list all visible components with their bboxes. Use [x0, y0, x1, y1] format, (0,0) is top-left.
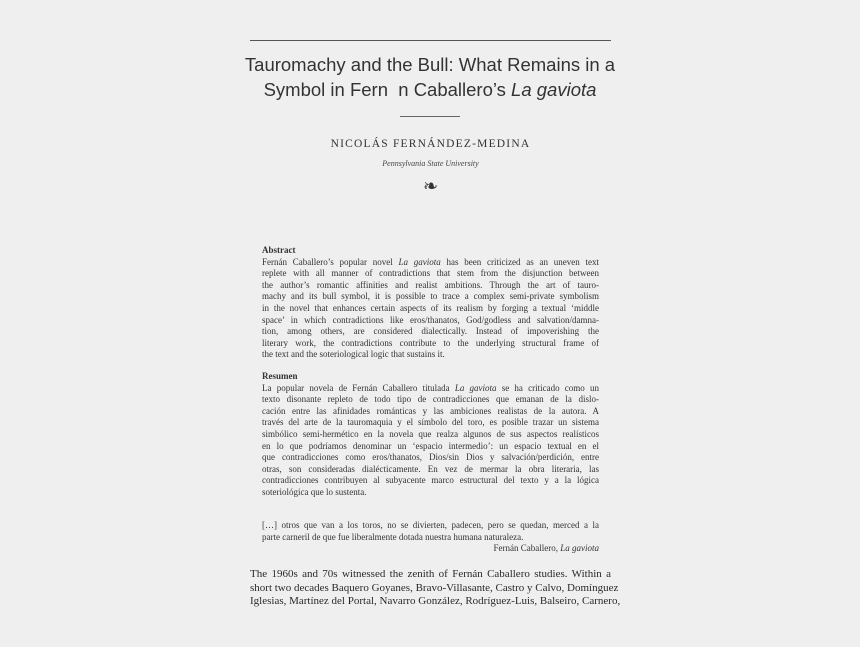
title-novel-name: La gaviota [511, 79, 597, 100]
abstract-line: machy and its bull symbol, it is possible to trace a complex semi-private symbolism [262, 291, 599, 302]
abstract-line: literary work, the contradictions contribute to the underlying structural frame of [262, 337, 599, 348]
abstract-line: space’ in which contradictions like eros/thanatos, God/godless and salvation/damna- [262, 314, 599, 325]
abstract-line [262, 257, 599, 269]
abstract-line-text: Fernán Caballero’s popular novel [262, 256, 399, 267]
top-rule [250, 40, 611, 41]
body-line: Iglesias, Martínez del Portal, Navarro González, Rodríguez-Luis, Balseiro, Carnero, [250, 595, 621, 608]
resumen-line: que contradicciones como eros/thanatos, Dios/sin Dios y salvación/perdición, entre [262, 452, 599, 463]
article-title [230, 52, 630, 102]
abstract-line-text: has been criticized as an uneven text [440, 256, 599, 267]
abstract-line: in the novel that enhances certain aspects of its realism by forging a textual ‘middle [262, 302, 599, 313]
resumen-heading: Resumen [262, 371, 298, 381]
title-divider [400, 116, 460, 117]
resumen-line-text: La popular novela de Fernán Caballero titulada [262, 382, 455, 393]
resumen-line: en lo que podríamos denominar un ‘espacio intermedio’: un espacio textual en el [262, 440, 599, 451]
title-line-2-text: Symbol in Fern n Caballero’s [263, 79, 512, 100]
abstract-novel-name: La gaviota [398, 256, 441, 267]
resumen-line: texto disonante repleto de todo tipo de contradicciones que emanan de la dislo- [262, 394, 599, 405]
resumen-section [262, 371, 599, 499]
resumen-novel-name: La gaviota [454, 382, 497, 393]
resumen-line: otras, son consideradas dialécticamente. En vez de mermar la obra literaria, las [262, 463, 599, 474]
body-line: The 1960s and 70s witnessed the zenith of Fernán Caballero studies. Within a [250, 568, 611, 580]
abstract-line: the text and the soteriological logic that sustains it. [262, 349, 445, 360]
epigraph-source-title: La gaviota [560, 543, 599, 554]
resumen-line: contradicciones contribuyen al subyacente marco estructural del texto y a la lógica [262, 475, 599, 486]
epigraph [262, 520, 599, 555]
resumen-line: soteriológica que lo sustenta. [262, 486, 367, 497]
title-line-2 [230, 77, 630, 102]
epigraph-source-author: Fernán Caballero, [493, 543, 561, 554]
abstract-heading: Abstract [262, 245, 296, 255]
abstract-line: tion, among others, are considered dialectically. Instead of impoverishing the [262, 326, 599, 337]
body-paragraph [250, 568, 621, 609]
epigraph-line: […] otros que van a los toros, no se divierten, padecen, pero se quedan, merced a la [262, 520, 599, 530]
resumen-line-text: se ha criticado como un [496, 382, 599, 393]
abstract-line: replete with all manner of contradictions that stem from the disjunction between [262, 268, 599, 279]
epigraph-line: parte carneril de que fue liberalmente dotada nuestra humana naturaleza. [262, 531, 524, 542]
resumen-line: través del arte de la tauromaquia y el símbolo del toro, es posible trazar un sistema [262, 417, 599, 428]
resumen-line [262, 383, 599, 395]
author-affiliation: Pennsylvania State University [382, 159, 479, 168]
resumen-line: cación entre las afinidades románticas y las ambiciones realistas de la autora. A [262, 405, 599, 416]
author-name: NICOLÁS FERNÁNDEZ-MEDINA [330, 138, 531, 150]
fleuron-icon: ❧ [422, 176, 439, 196]
abstract-section [262, 245, 599, 361]
body-line: short two decades Baquero Goyanes, Bravo-Villasante, Castro y Calvo, Domínguez [250, 581, 619, 594]
epigraph-source [262, 543, 599, 555]
title-line-1: Tauromachy and the Bull: What Remains in a [244, 54, 616, 75]
resumen-line: simbólico semi-hermético en la novela que realza algunos de sus aspectos realísticos [262, 428, 599, 439]
abstract-line: the author’s romantic affinities and realist ambitions. Through the art of tauro- [262, 279, 599, 290]
